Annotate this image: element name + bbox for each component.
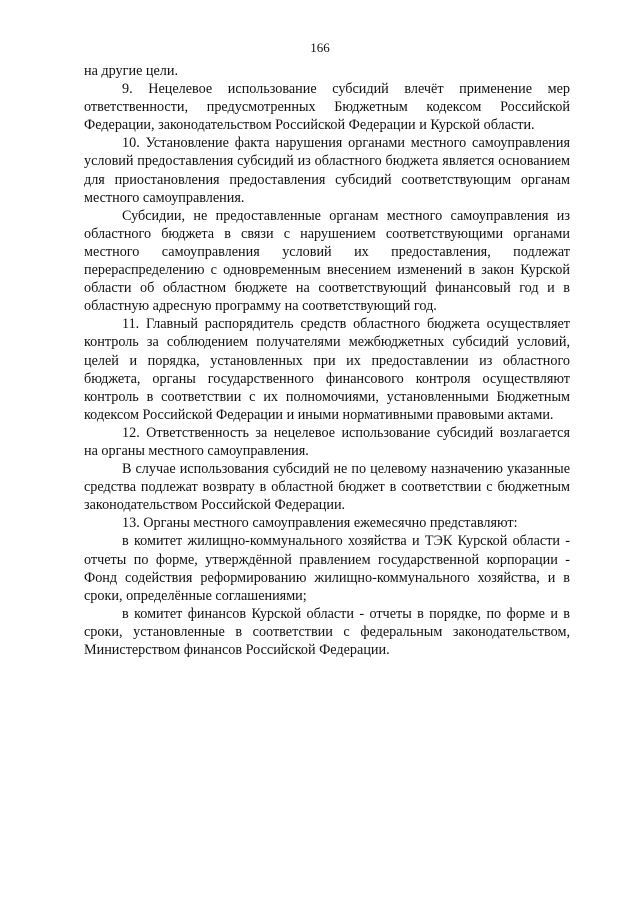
page-number: 166 [310, 40, 330, 55]
paragraph-subsidies-redistribution: Субсидии, не предоставленные органам местного самоуправления из областного бюджета в связи с нарушением соответствующими органами местного самоуправления условий их предоставления, подлежат перераспределению с одновременным внесением изменений в закон Курской области об областном бюджете на соответствующий финансовый год и в областную адресную программу на соответствующий год. [84, 207, 570, 315]
paragraph-item-11: 11. Главный распорядитель средств областного бюджета осуществляет контроль за соблюдением получателями межбюджетных субсидий условий, целей и порядка, установленных при их предоставлении из областного бюджета, органы государственного финансового контроля осуществляют контроль в соответствии с их полномочиями, установленными Бюджетным кодексом Российской Федерации и иными нормативными правовыми актами. [84, 316, 570, 423]
paragraph-item-10: 10. Установление факта нарушения органами местного самоуправления условий предоставления субсидий из областного бюджета является основанием для приостановления предоставления субсидий соответствующим органам местного самоуправления. [84, 135, 570, 206]
paragraph-item-9: 9. Нецелевое использование субсидий влечёт применение мер ответственности, предусмотренных Бюджетным кодексом Российской Федерации, законодательством Российской Федерации и Курской области. [84, 81, 570, 134]
paragraph-continuation: на другие цели. [84, 63, 179, 79]
paragraph-item-12: 12. Ответственность за нецелевое использование субсидий возлагается на органы местного самоуправления. [84, 424, 570, 459]
paragraph-misuse-refund: В случае использования субсидий не по целевому назначению указанные средства подлежат возврату в областной бюджет в соответствии с бюджетным законодательством Российской Федерации. [84, 461, 570, 514]
paragraph-item-13: 13. Органы местного самоуправления ежемесячно представляют: [122, 515, 518, 532]
document-body [84, 62, 570, 659]
paragraph-report-finance-committee: в комитет финансов Курской области - отчеты в порядке, по форме и в сроки, установленные в соответствии с федеральным законодательством, Министерством финансов Российской Федерации. [84, 605, 570, 658]
paragraph-report-housing-committee: в комитет жилищно-коммунального хозяйства и ТЭК Курской области - отчеты по форме, утверждённой правлением государственной корпорации - Фонд содействия реформированию жилищно-коммунального хозяйства, и в сроки, определённые соглашениями; [84, 533, 570, 604]
